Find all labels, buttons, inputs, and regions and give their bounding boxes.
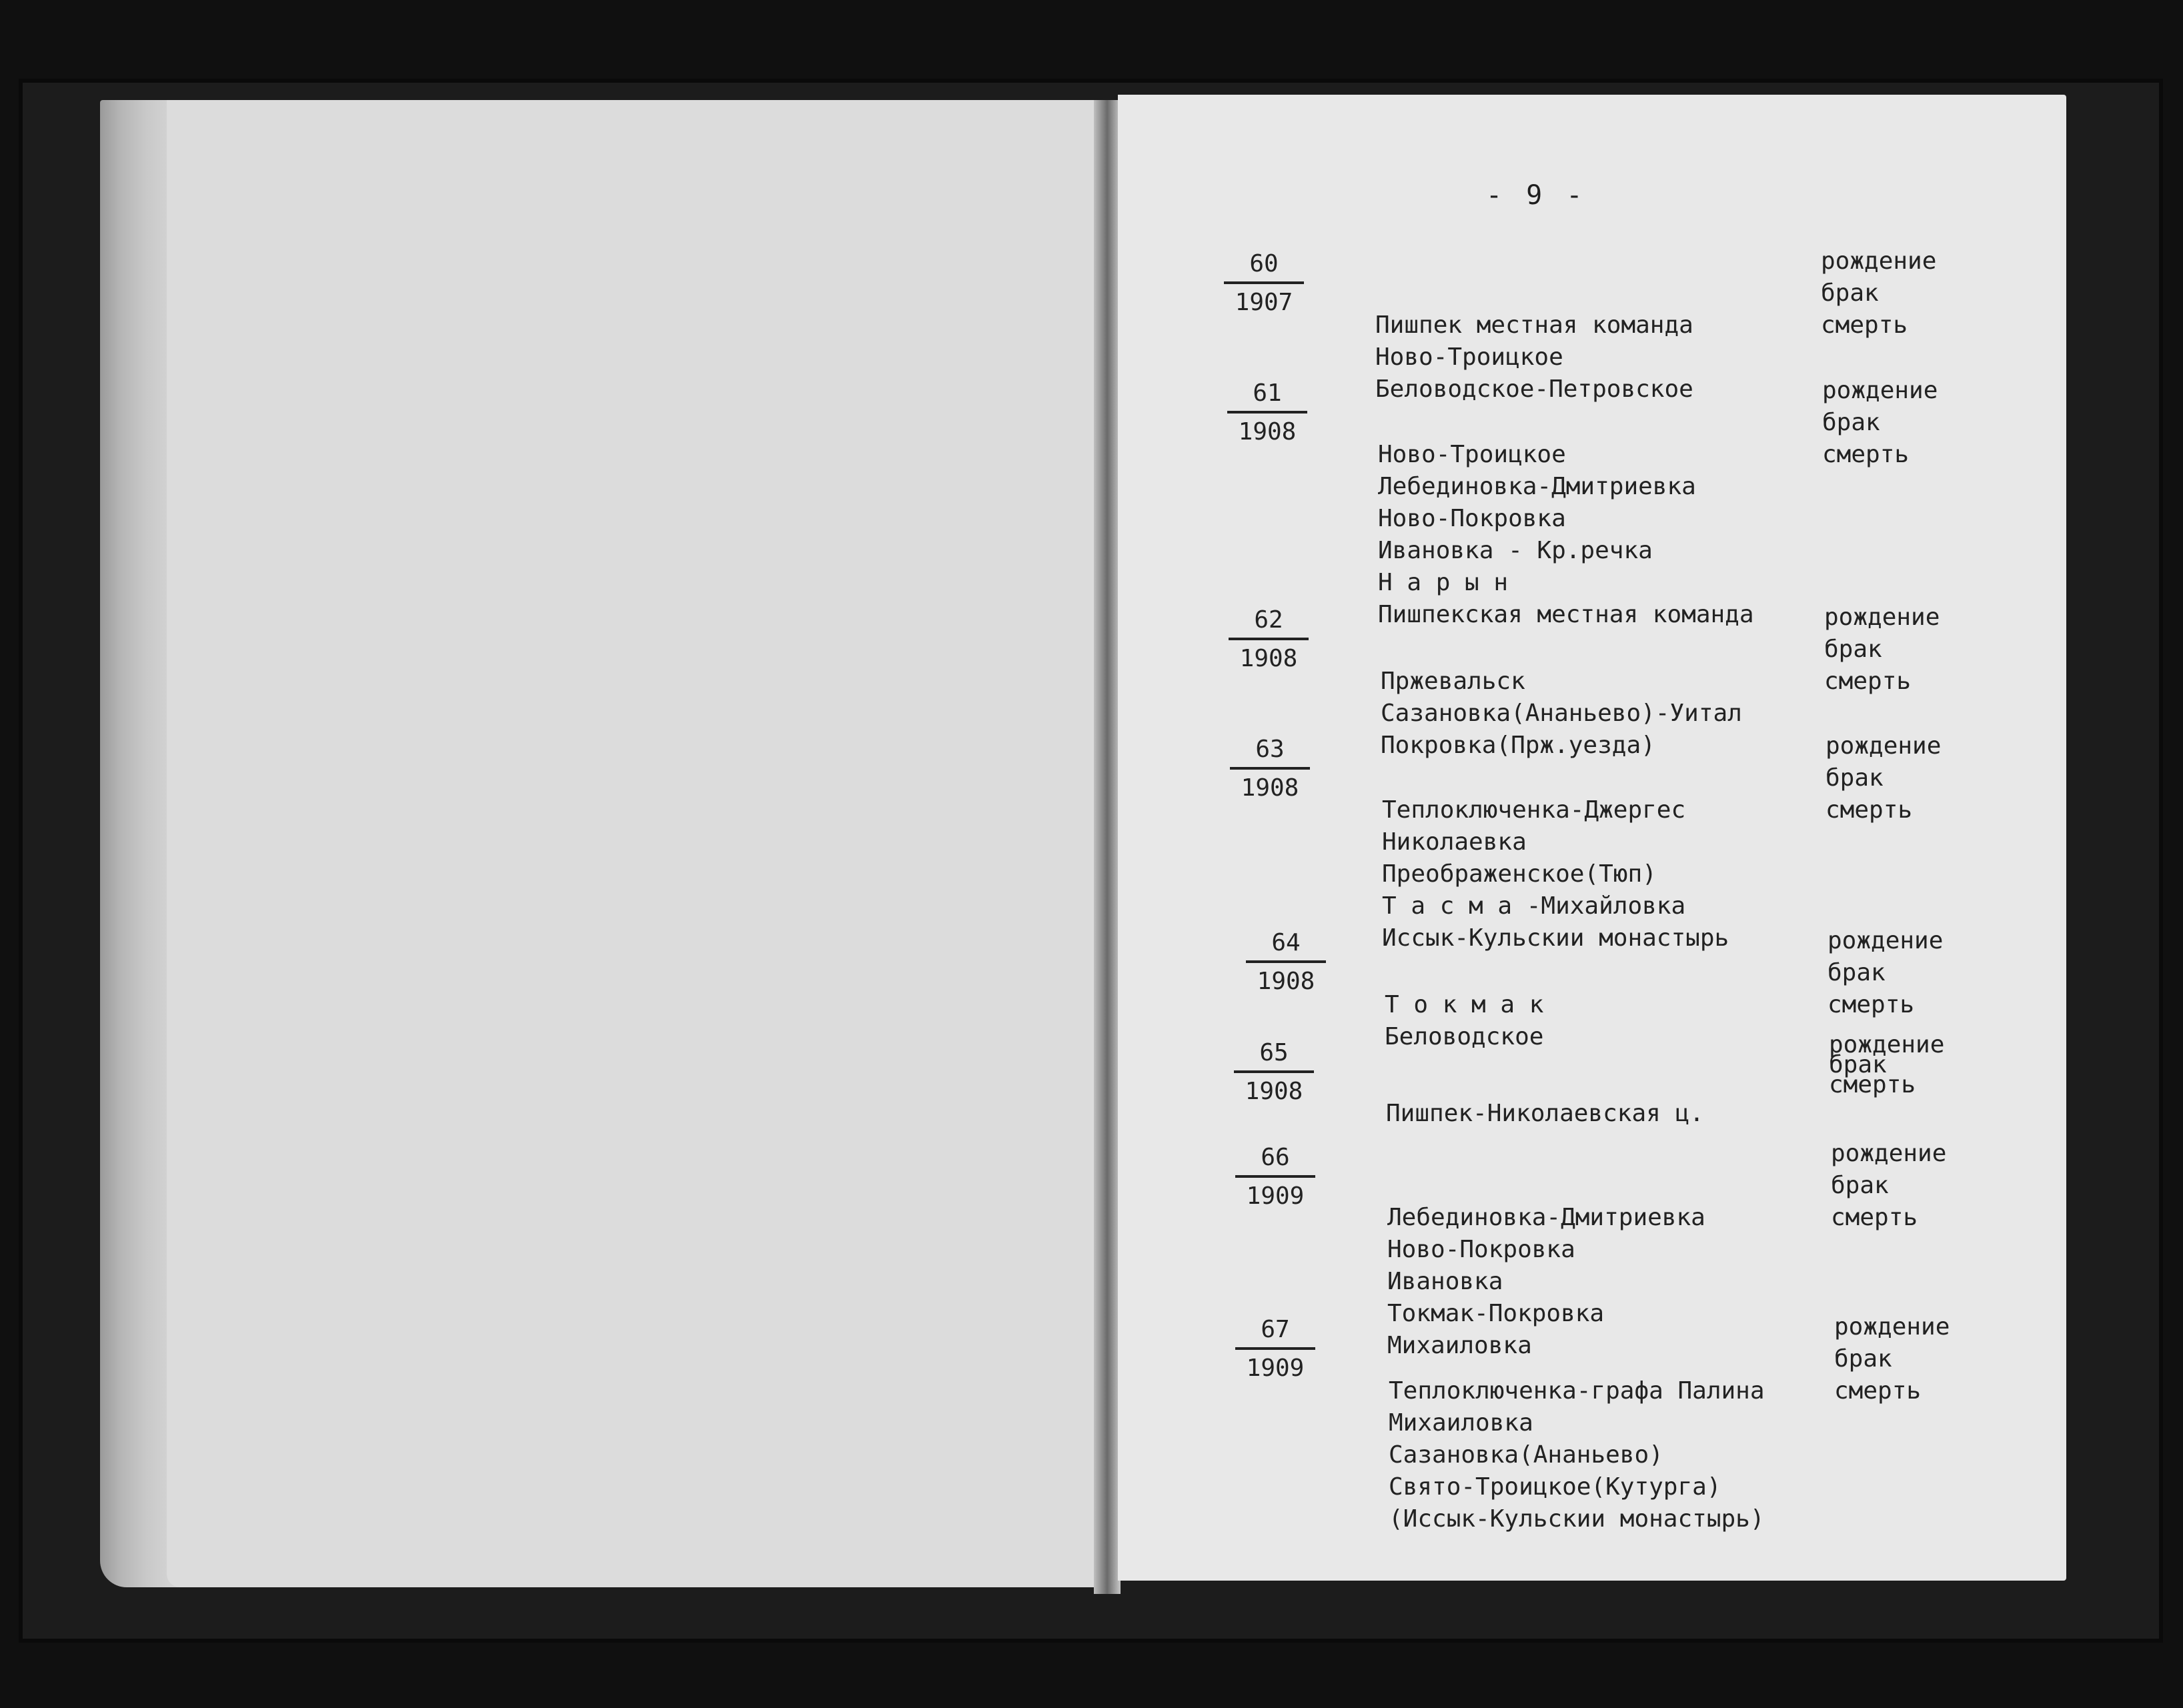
entry-places: Теплоключенка-Джергес Николаевка Преображенское(Тюп) Т а с м а -Михайловка Иссык-Кульскии монастырь <box>1382 796 1729 952</box>
book-gutter <box>1094 100 1121 1594</box>
entry-records: рождение брак смерть <box>1824 604 1940 695</box>
entry-number: 62 1908 <box>1229 604 1309 675</box>
entry-places: Т о к м а к Беловодское <box>1385 991 1544 1050</box>
entry-records: рождение брак смерть <box>1829 1031 1945 1098</box>
entry-places: Ново-Троицкое Лебединовка-Дмитриевка Ново-Покровка Ивановка - Кр.речка Н а р ы н Пишпекская местная команда <box>1378 441 1754 628</box>
entry-records: рождение брак смерть <box>1826 732 1942 824</box>
entry-number: 67 1909 <box>1235 1314 1315 1385</box>
entry-number: 63 1908 <box>1230 734 1310 804</box>
entry-records: рождение брак смерть <box>1822 377 1938 468</box>
entry-places: Теплоключенка-графа Палина Михаиловка Сазановка(Ананьево) Свято-Троицкое(Кутурга) (Иссык-Кульскии монастырь) <box>1389 1377 1765 1533</box>
entry-places: Пишпек-Николаевская ц. <box>1386 1100 1704 1127</box>
entry-records: рождение брак смерть <box>1828 927 1944 1018</box>
entry-number: 66 1909 <box>1235 1142 1315 1212</box>
entry-number: 61 1908 <box>1227 377 1307 448</box>
page-number: - 9 - <box>1486 180 1587 211</box>
entry-records: рождение брак смерть <box>1821 247 1937 339</box>
entry-places: Лебединовка-Дмитриевка Ново-Покровка Ивановка Токмак-Покровка Михаиловка <box>1387 1204 1705 1359</box>
entry-number: 65 1908 <box>1234 1037 1314 1108</box>
left-page-blank <box>167 100 1114 1587</box>
entry-records: рождение брак смерть <box>1831 1140 1947 1231</box>
entry-places: Пишпек местная команда Ново-Троицкое Беловодское-Петровское <box>1375 311 1693 403</box>
entry-records: рождение брак смерть <box>1834 1313 1950 1405</box>
entry-places: Пржевальск Сазановка(Ананьево)-Уитал Покровка(Прж.уезда) <box>1381 668 1742 759</box>
entry-number: 64 1908 <box>1246 927 1326 998</box>
entry-number: 60 1907 <box>1224 248 1304 319</box>
